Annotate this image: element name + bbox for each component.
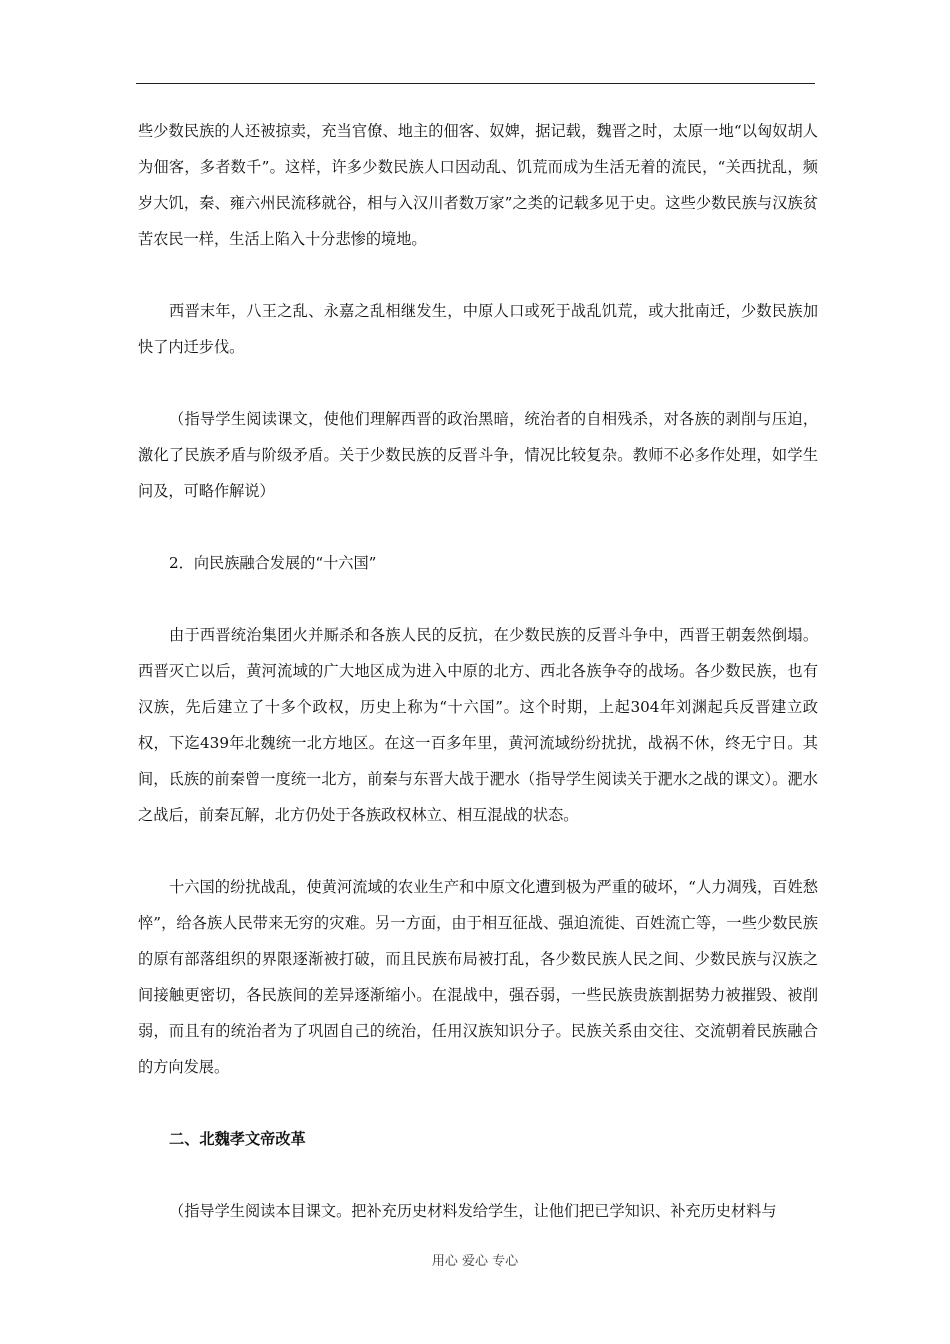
paragraph-western-jin-end: 西晋末年，八王之乱、永嘉之乱相继发生，中原人口或死于战乱饥荒，或大批南迁，少数民族加快了内迁步伐。 [138, 302, 818, 356]
paragraph-sixteen-kingdoms: 由于西晋统治集团火并厮杀和各族人民的反抗，在少数民族的反晋斗争中，西晋王朝轰然倒塌。西晋灭亡以后，黄河流域的广大地区成为进入中原的北方、西北各族争夺的战场。各少数民族，也有汉族，先后建立了十多个政权，历史上称为“十六国”。这个时期，上起304年刘渊起兵反晋建立政权，下迄439年北魏统一北方地区。在这一百多年里，黄河流域纷纷扰扰，战祸不休，终无宁日。其间，氐族的前秦曾一度统一北方，前秦与东晋大战于淝水（指导学生阅读关于淝水之战的课文）。淝水之战后，前秦瓦解，北方仍处于各族政权林立、相互混战的状态。 [138, 626, 818, 824]
paragraph-teaching-note: （指导学生阅读课文，使他们理解西晋的政治黑暗，统治者的自相残杀，对各族的剥削与压迫，激化了民族矛盾与阶级矛盾。关于少数民族的反晋斗争，情况比较复杂。教师不必多作处理，如学生问及，可略作解说） [138, 410, 818, 500]
paragraph-reform-note: （指导学生阅读本目课文。把补充历史材料发给学生，让他们把已学知识、补充历史材料与 [169, 1202, 777, 1220]
document-body [138, 113, 818, 1229]
paragraph-ethnic-fusion: 十六国的纷扰战乱，使黄河流域的农业生产和中原文化遭到极为严重的破坏，“人力凋残，百姓愁悴”，给各族人民带来无穷的灾难。另一方面，由于相互征战、强迫流徙、百姓流亡等，一些少数民族的原有部落组织的界限逐渐被打破，而且民族布局被打乱，各少数民族人民之间、少数民族与汉族之间接触更密切，各民族间的差异逐渐缩小。在混战中，强吞弱，一些民族贵族割据势力被摧毁、被削弱，而且有的统治者为了巩固自己的统治，任用汉族知识分子。民族关系由交往、交流朝着民族融合的方向发展。 [138, 878, 818, 1076]
paragraph-continued: 些少数民族的人还被掠卖，充当官僚、地主的佃客、奴婢，据记载，魏晋之时，太原一地“以匈奴胡人为佃客，多者数千”。这样，许多少数民族人口因动乱、饥荒而成为生活无着的流民，“关西扰乱，频岁大饥，秦、雍六州民流移就谷，相与入汉川者数万家”之类的记载多见于史。这些少数民族与汉族贫苦农民一样，生活上陷入十分悲惨的境地。 [138, 122, 818, 248]
page-footer: 用心 爱心 专心 [431, 1254, 519, 1269]
section-heading-xiaowen-reform: 二、北魏孝文帝改革 [169, 1130, 306, 1148]
header-rule [136, 83, 815, 84]
subheading-sixteen-kingdoms: 2．向民族融合发展的“十六国” [169, 554, 377, 572]
